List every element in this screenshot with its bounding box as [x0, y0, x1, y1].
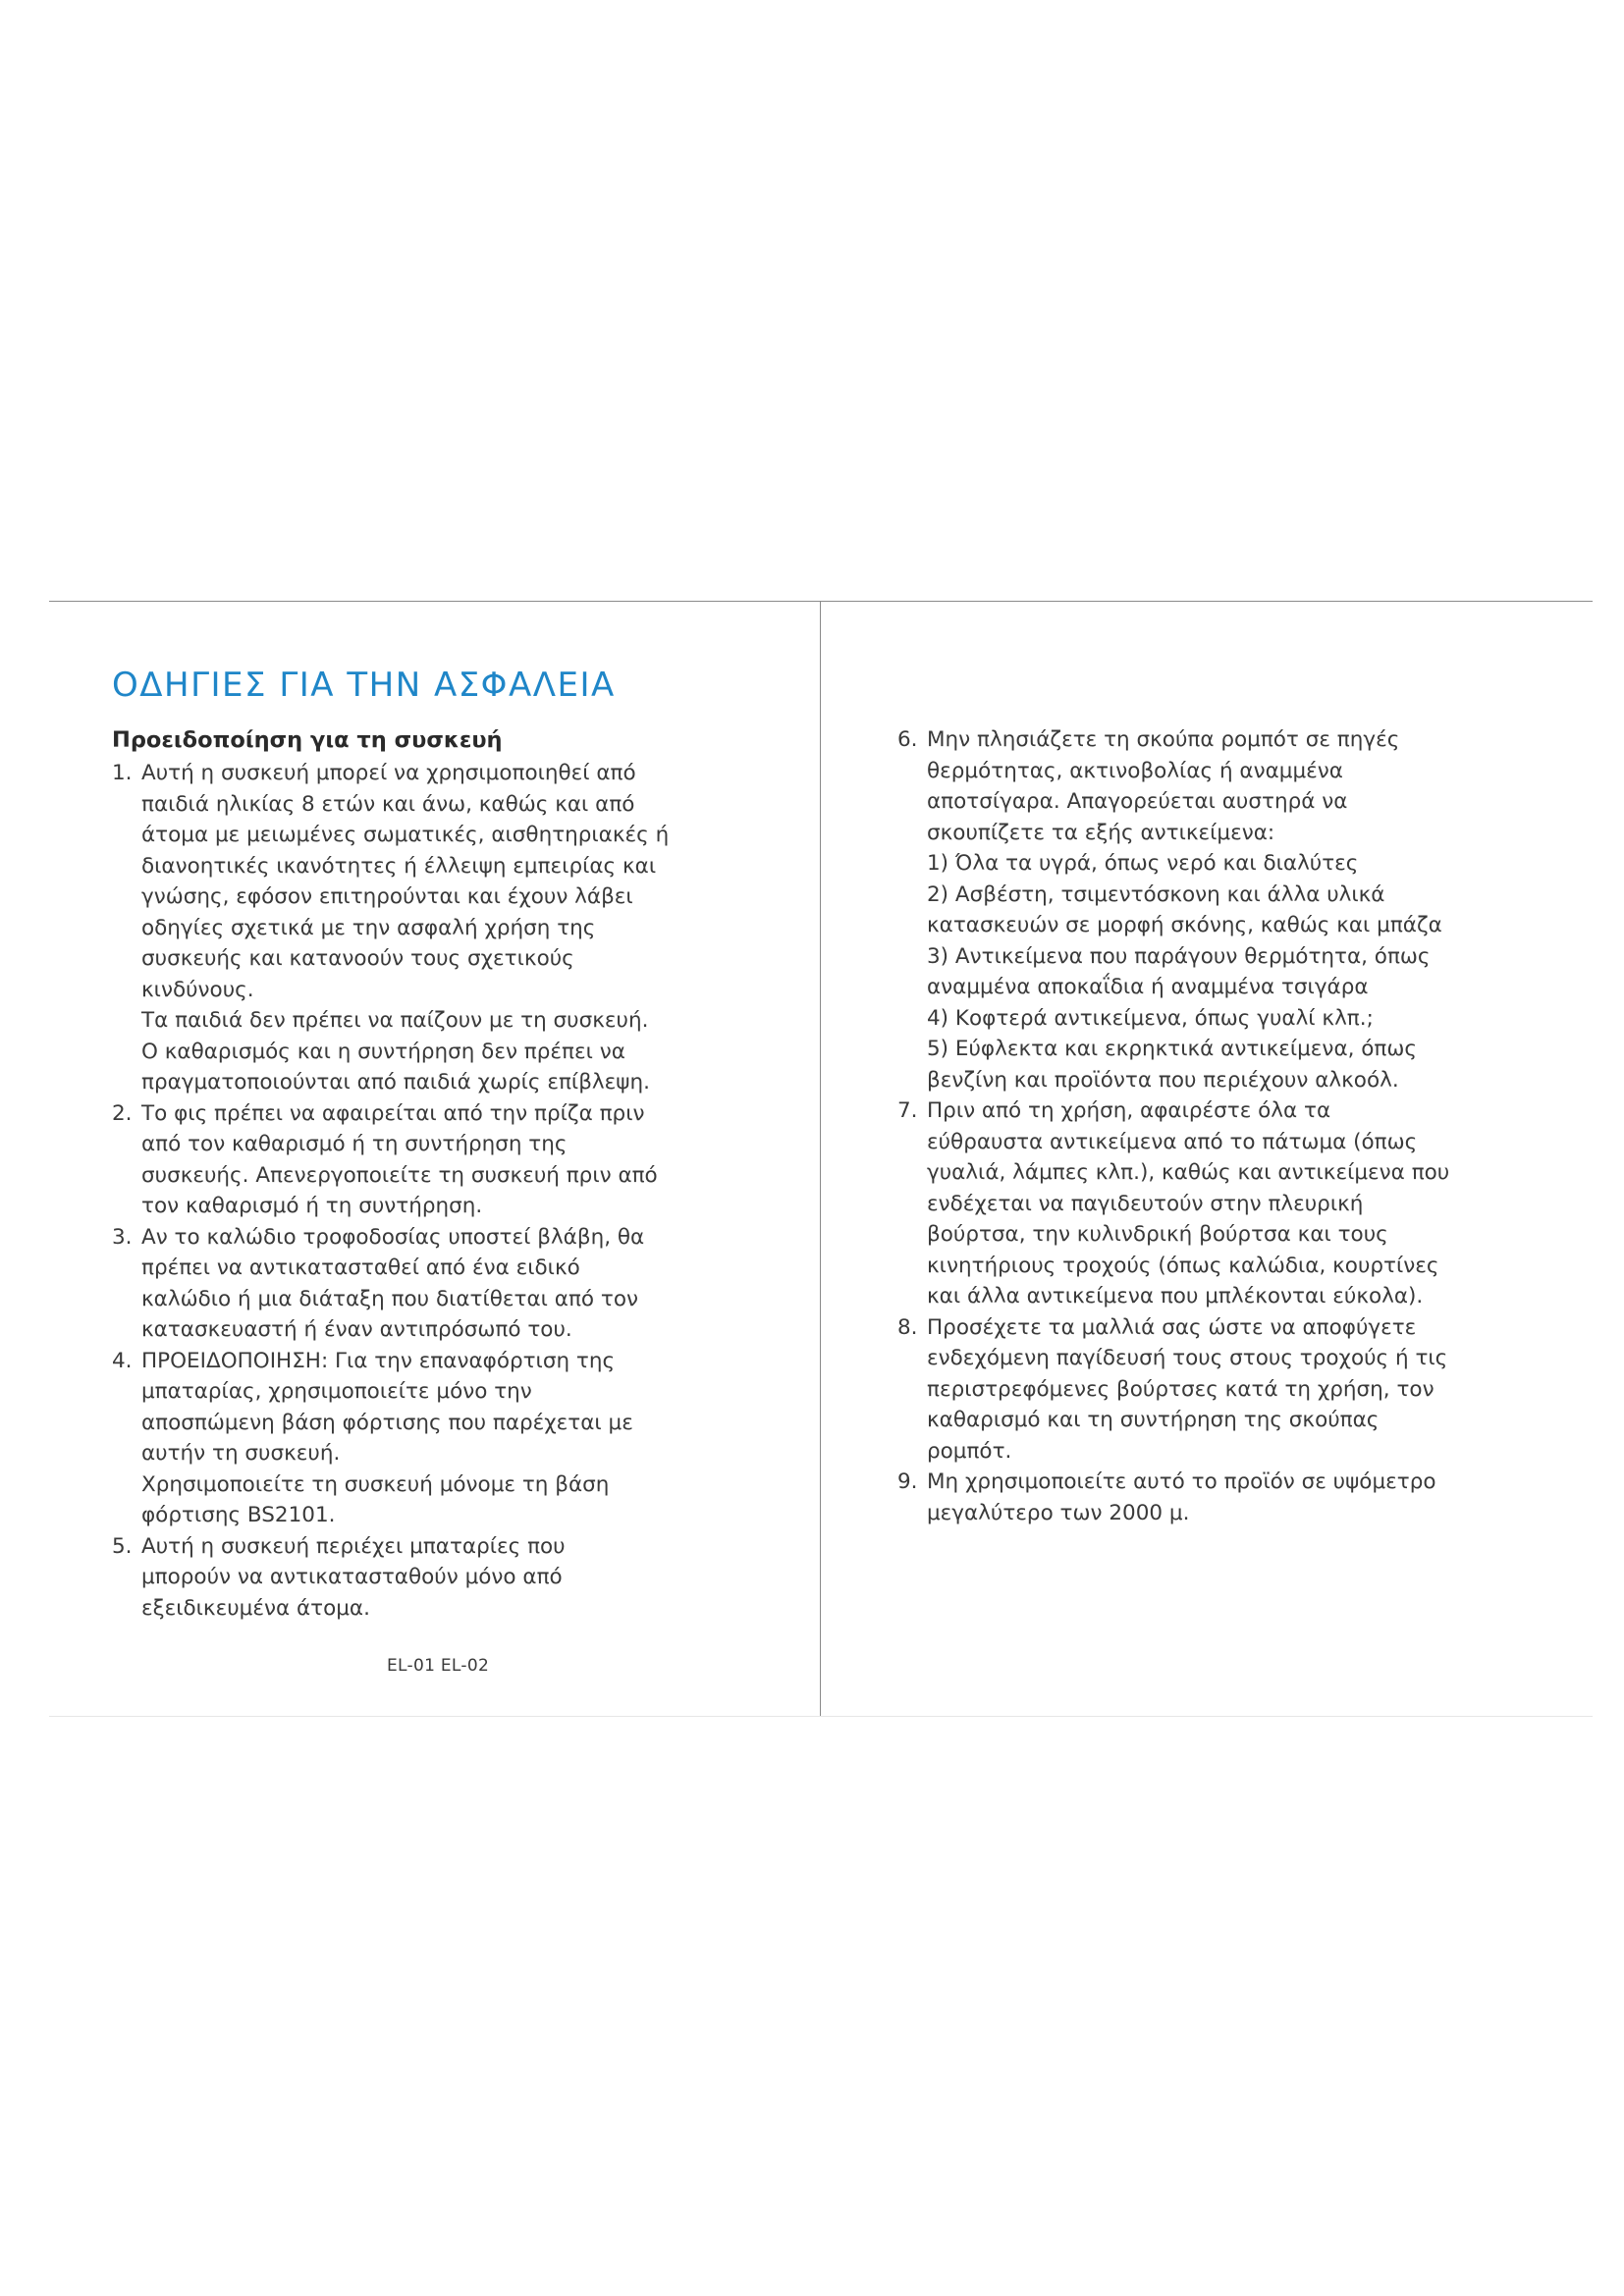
right-safety-list: [897, 724, 1565, 1528]
bottom-rule: [49, 1716, 1593, 1717]
item-text: Προσέχετε τα μαλλιά σας ώστε να αποφύγετε ενδεχόμενη παγίδευσή τους στους τροχούς ή τις περιστρεφόμενες βούρτσες κατά τη χρήση, τον καθαρισμό και τη συντήρηση της σκούπας ρομπότ.: [927, 1314, 1448, 1464]
left-column: [112, 656, 799, 1624]
item-text: ΠΡΟΕΙΔΟΠΟΙΗΣΗ: Για την επαναφόρτιση της μπαταρίας, χρησιμοποιείτε μόνο την αποσπώμενη βάση φόρτισης που παρέχεται με αυτήν τη συσκευή. Χρησιμοποιείτε τη συσκευή μόνομε τη βάση φόρτισης BS2101.: [141, 1348, 633, 1527]
center-divider: [820, 601, 821, 1716]
list-item: [112, 758, 799, 1098]
item-text: Αυτή η συσκευή μπορεί να χρησιμοποιηθεί από παιδιά ηλικίας 8 ετών και άνω, καθώς και από άτομα με μειωμένες σωματικές, αισθητηριακές ή διανοητικές ικανότητες ή έλλειψη εμπειρίας και γνώσης, εφόσον επιτηρούνται και έχουν λάβει οδηγίες σχετικά με την ασφαλή χρήση της συσκευής και κατανοούν τους σχετικούς κινδύνους. Τα παιδιά δεν πρέπει να παίζουν με τη συσκευή. Ο καθαρισμός και η συντήρηση δεν πρέπει να πραγματοποιούνται από παιδιά χωρίς επίβλεψη.: [141, 761, 670, 1095]
list-item: [112, 1098, 799, 1222]
list-item: [112, 1531, 799, 1625]
list-item: [112, 1346, 799, 1531]
item-text: Το φις πρέπει να αφαιρείται από την πρίζα πριν από τον καθαρισμό ή τη συντήρηση της συσκευής. Απενεργοποιείτε τη συσκευή πριν από τον καθαρισμό ή τη συντήρηση.: [141, 1100, 658, 1218]
page-footer: EL-01 EL-02: [387, 1656, 490, 1676]
section-subtitle: Προειδοποίηση για τη συσκευή: [112, 727, 503, 753]
list-item: [112, 1222, 799, 1346]
list-item: [897, 1467, 1565, 1528]
list-item: [897, 724, 1565, 1095]
item-number: 6.: [897, 727, 918, 752]
item-number: 9.: [897, 1469, 918, 1494]
item-text: Μη χρησιμοποιείτε αυτό το προϊόν σε υψόμετρο μεγαλύτερο των 2000 μ.: [927, 1469, 1436, 1525]
item-number: 4.: [112, 1348, 133, 1373]
item-number: 3.: [112, 1224, 133, 1250]
left-safety-list: [112, 758, 799, 1624]
top-rule: [49, 601, 1593, 602]
item-number: 2.: [112, 1100, 133, 1126]
right-column: [897, 724, 1565, 1528]
item-number: 8.: [897, 1314, 918, 1340]
item-text: Πριν από τη χρήση, αφαιρέστε όλα τα εύθραυστα αντικείμενα από το πάτωμα (όπως γυαλιά, λάμπες κλπ.), καθώς και αντικείμενα που ενδέχεται να παγιδευτούν στην πλευρική βούρτσα, την κυλινδρική βούρτσα και τους κινητήριους τροχούς (όπως καλώδια, κουρτίνες και άλλα αντικείμενα που μπλέκονται εύκολα).: [927, 1098, 1450, 1308]
page-title: ΟΔΗΓΙΕΣ ΓΙΑ ΤΗΝ ΑΣΦΑΛΕΙΑ: [112, 666, 616, 705]
item-text: Αυτή η συσκευή περιέχει μπαταρίες που μπορούν να αντικατασταθούν μόνο από εξειδικευμένα άτομα.: [141, 1533, 566, 1621]
item-text: Μην πλησιάζετε τη σκούπα ρομπότ σε πηγές θερμότητας, ακτινοβολίας ή αναμμένα αποτσίγαρα. Απαγορεύεται αυστηρά να σκουπίζετε τα εξής αντικείμενα: 1) Όλα τα υγρά, όπως νερό και διαλύτες 2) Ασβέστη, τσιμεντόσκονη και άλλα υλικά κατασκευών σε μορφή σκόνης, καθώς και μπάζα 3) Αντικείμενα που παράγουν θερμότητα, όπως αναμμένα αποκαΐδια ή αναμμένα τσιγάρα 4) Κοφτερά αντικείμενα, όπως γυαλί κλπ.; 5) Εύφλεκτα και εκρηκτικά αντικείμενα, όπως βενζίνη και προϊόντα που περιέχουν αλκοόλ.: [927, 727, 1442, 1093]
item-number: 7.: [897, 1098, 918, 1123]
list-item: [897, 1312, 1565, 1468]
list-item: [897, 1095, 1565, 1312]
item-number: 5.: [112, 1533, 133, 1559]
item-number: 1.: [112, 761, 133, 785]
item-text: Αν το καλώδιο τροφοδοσίας υποστεί βλάβη, θα πρέπει να αντικατασταθεί από ένα ειδικό καλώδιο ή μια διάταξη που διατίθεται από τον κατασκευαστή ή έναν αντιπρόσωπό του.: [141, 1224, 645, 1342]
